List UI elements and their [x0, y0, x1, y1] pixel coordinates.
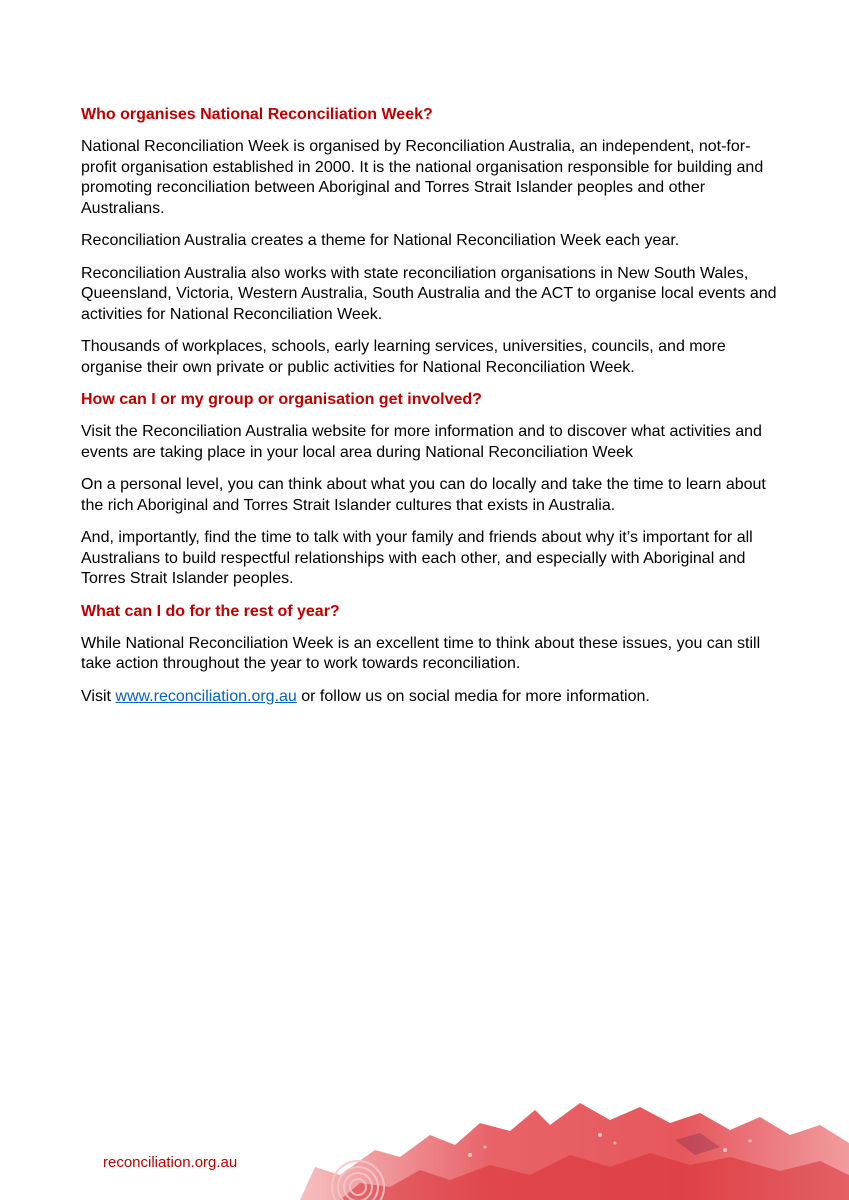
section-heading: What can I do for the rest of year? [81, 602, 340, 620]
paragraph: Reconciliation Australia creates a theme for National Reconciliation Week each year. [81, 232, 680, 249]
section-get-involved [81, 390, 781, 590]
closing-suffix: or follow us on social media for more information. [296, 687, 650, 705]
paragraph: National Reconciliation Week is organised by Reconciliation Australia, an independent, not-for-profit organisation established in 2000. It is the national organisation responsible for building and promoting reconciliation between Aboriginal and Torres Strait Islander peoples and other Australians. [81, 138, 764, 217]
footer-website-text: reconciliation.org.au [103, 1154, 238, 1171]
section-rest-of-year [81, 602, 781, 708]
watercolour-brush-art-icon [280, 1095, 849, 1200]
paragraph: While National Reconciliation Week is an excellent time to think about these issues, you can still take action throughout the year to work towards reconciliation. [81, 634, 761, 672]
closing-prefix: Visit [81, 687, 116, 705]
paragraph: And, importantly, find the time to talk with your family and friends about why it’s important for all Australians to build respectful relationships with each other, and especially with Aboriginal and Torres Strait Islander peoples. [81, 529, 753, 587]
paragraph: On a personal level, you can think about what you can do locally and take the time to learn about the rich Aboriginal and Torres Strait Islander cultures that exists in Australia. [81, 476, 766, 514]
section-who-organises [81, 105, 781, 378]
paragraph: Thousands of workplaces, schools, early learning services, universities, councils, and more organise their own private or public activities for National Reconciliation Week. [81, 338, 726, 376]
paragraph: Reconciliation Australia also works with state reconciliation organisations in New South Wales, Queensland, Victoria, Western Australia, South Australia and the ACT to organise local events and activities for National Reconciliation Week. [81, 264, 777, 323]
reconciliation-website-link[interactable]: www.reconciliation.org.au [115, 687, 297, 705]
section-heading: Who organises National Reconciliation Week? [81, 106, 433, 123]
document-body [81, 105, 781, 719]
paragraph: Visit the Reconciliation Australia website for more information and to discover what activities and events are taking place in your local area during National Reconciliation Week [81, 423, 762, 461]
section-heading: How can I or my group or organisation get involved? [81, 391, 482, 408]
closing-paragraph [81, 687, 781, 708]
